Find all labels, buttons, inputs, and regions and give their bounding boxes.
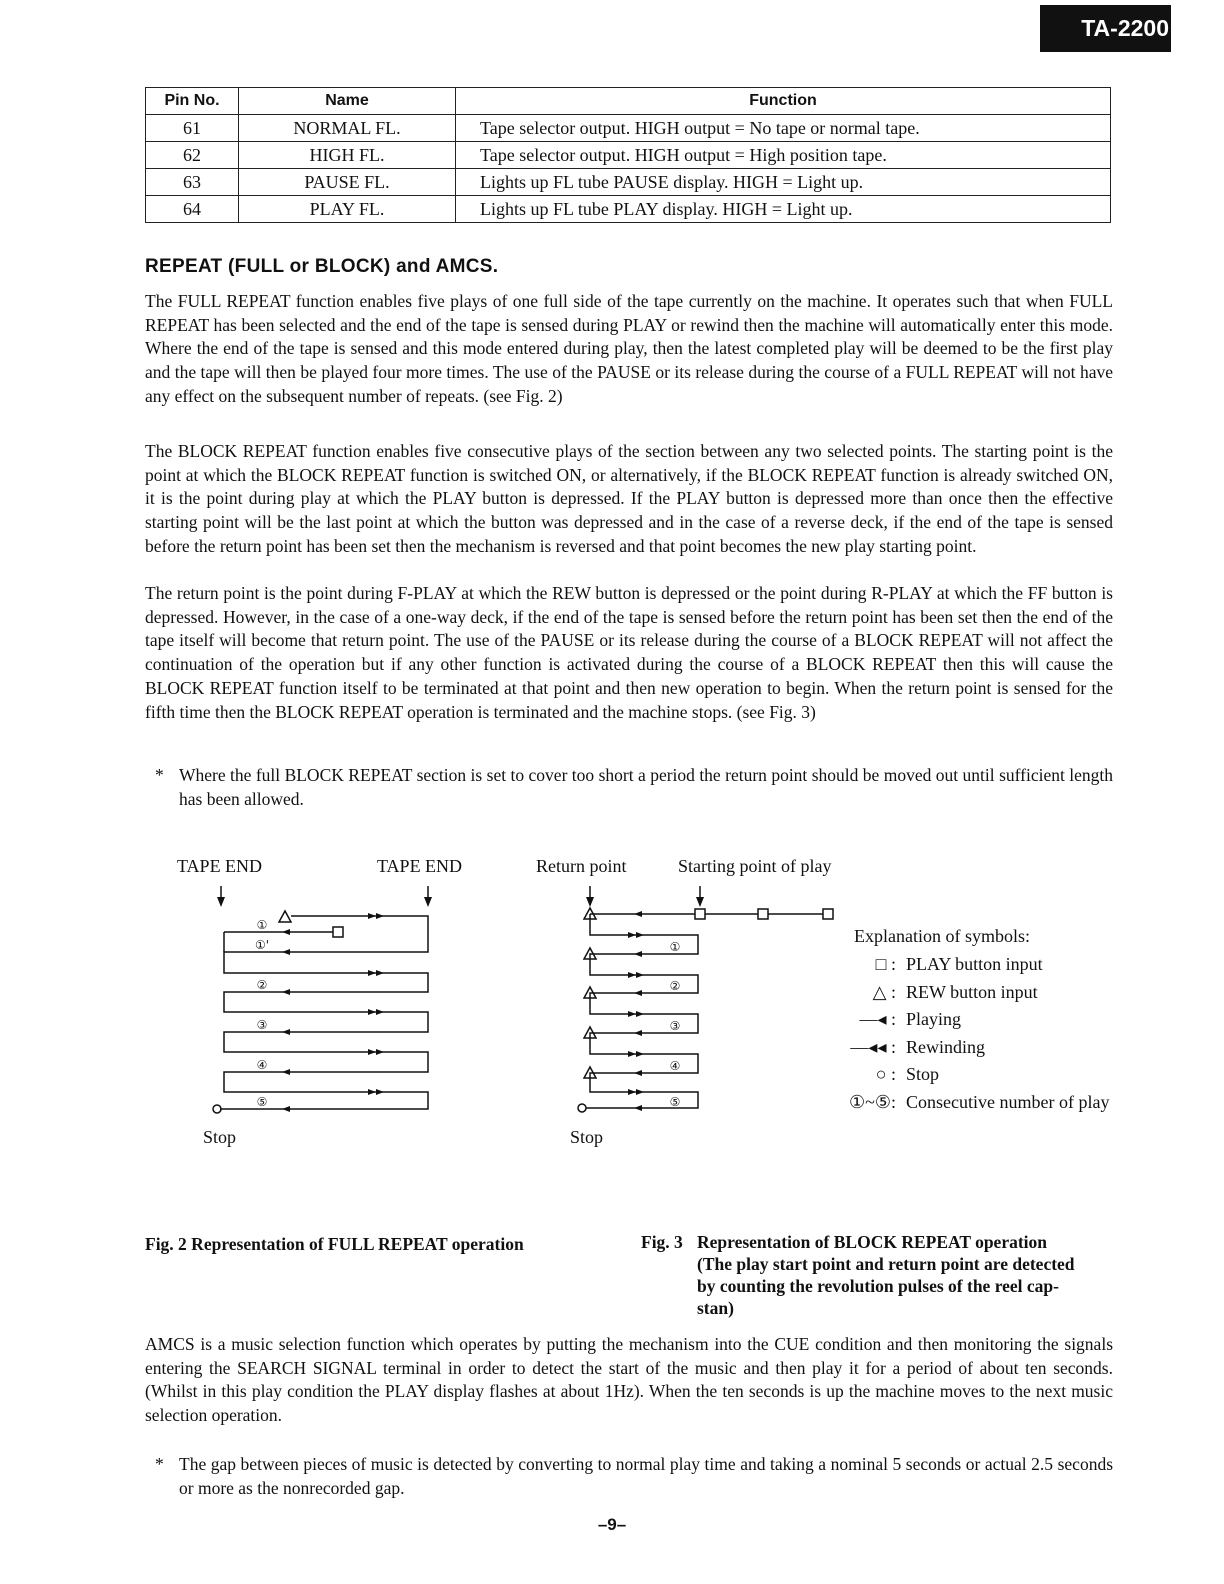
block-loop-path <box>586 914 698 1108</box>
legend-meaning: REW button input <box>906 981 1038 1002</box>
return-point-paragraph: The return point is the point during F-PLAY at which the REW button is depressed or the point during R-PLAY at which the FF button is depressed. However, in the case of a one-way deck, if the end of the tape is sensed before the return point has been set then the end of the tape itself will become that return point. The use of the PAUSE or its release during the course of a BLOCK REPEAT will not affect the continuation of the operation but if any other function is activated during the course of a BLOCK REPEAT then this will cause the BLOCK REPEAT function itself to be terminated at that point and then new operation to begin. When the return point is sensed for the fifth time then the BLOCK REPEAT operation is terminated and the machine stops. (see Fig. 3) <box>145 583 1113 722</box>
pin-cell: 62 <box>146 142 239 169</box>
play-number-label: ③ <box>256 1018 268 1032</box>
play-arrow-icon <box>634 1030 642 1036</box>
fig2-caption: Fig. 2 Representation of FULL REPEAT operation <box>145 1234 524 1254</box>
rewind-arrow-icon <box>368 1049 384 1055</box>
amcs-paragraph: AMCS is a music selection function which operates by putting the mechanism into the CUE condition and then monitoring the signals entering the SEARCH SIGNAL terminal in order to detect the start of the music and then play it for a period of about ten seconds. (Whilst in this play condition the PLAY display flashes at about 1Hz). When the ten seconds is up the machine moves to the next music selection operation. <box>145 1334 1113 1426</box>
legend-meaning: Rewinding <box>906 1036 985 1057</box>
model-tag: TA-2200 <box>1040 5 1171 52</box>
play-arrow-icon: —◂ : <box>859 1009 896 1029</box>
pin-cell: 63 <box>146 169 239 196</box>
gap-note <box>155 1453 1113 1500</box>
play-arrow-icon <box>282 1106 290 1112</box>
triangle-icon: △ : <box>872 981 896 1002</box>
table-row <box>146 169 1111 196</box>
play-arrow-icon <box>634 951 642 957</box>
play-arrow-icon <box>282 989 290 995</box>
play-arrow-icon <box>634 990 642 996</box>
block-repeat-note <box>155 764 1113 811</box>
function-cell: Tape selector output. HIGH output = High position tape. <box>456 142 1111 169</box>
play-number-label: ④ <box>256 1058 268 1072</box>
name-cell: NORMAL FL. <box>239 115 456 142</box>
play-number-label: ③ <box>669 1019 681 1033</box>
legend-item <box>838 1091 1110 1120</box>
pin-function-table <box>145 87 1111 223</box>
table-row <box>146 142 1111 169</box>
function-cell: Lights up FL tube PAUSE display. HIGH = Light up. <box>456 169 1111 196</box>
rewind-arrow-icon <box>628 1011 644 1017</box>
symbol-legend <box>838 926 1110 1119</box>
fig3-caption-prefix: Fig. 3 <box>641 1232 683 1252</box>
play-path-segment <box>220 916 428 1109</box>
rewind-arrow-icon <box>368 913 384 919</box>
rewind-arrow-icon <box>368 1089 384 1095</box>
play-arrow-icon <box>282 929 290 935</box>
function-cell: Lights up FL tube PLAY display. HIGH = Light up. <box>456 196 1111 223</box>
rewind-arrow-icon <box>628 1089 644 1095</box>
stop-circle-icon <box>213 1105 221 1113</box>
pin-cell: 64 <box>146 196 239 223</box>
fig2-tape-end-left-label: TAPE END <box>177 856 263 876</box>
play-number-label: ①' <box>254 938 270 952</box>
name-cell: PAUSE FL. <box>239 169 456 196</box>
play-path-segment <box>224 932 333 952</box>
play-arrow-icon <box>282 949 290 955</box>
fig2-tape-end-right-label: TAPE END <box>377 856 463 876</box>
pin-cell: 61 <box>146 115 239 142</box>
table-header-row <box>146 88 1111 115</box>
stop-circle-icon <box>578 1104 586 1112</box>
play-arrow-icon <box>634 1070 642 1076</box>
column-header-pin: Pin No. <box>146 88 239 115</box>
play-arrow-icon <box>282 1069 290 1075</box>
legend-meaning: PLAY button input <box>906 954 1043 974</box>
fig3-caption <box>697 1231 1127 1319</box>
legend-meaning: Playing <box>906 1009 962 1029</box>
caption-line: Representation of BLOCK REPEAT operation <box>697 1232 1048 1252</box>
play-input-square-icon <box>758 909 768 919</box>
note-asterisk: * <box>155 1454 164 1474</box>
legend-item <box>838 1037 1030 1065</box>
rewind-arrow-icon <box>628 932 644 938</box>
play-number-label: ④ <box>669 1059 681 1073</box>
full-repeat-paragraph: The FULL REPEAT function enables five plays of one full side of the tape currently on the machine. It operates such that when FULL REPEAT has been selected and the end of the tape is sensed during PLAY or rewind then the machine will automatically enter this mode. Where the end of the tape is sensed and this mode entered during play, then the latest completed play will be deemed to be the first play and the tape will then be played four more times. The use of the PAUSE or its release during the course of a FULL REPEAT will not have any effect on the subsequent number of repeats. (see Fig. 2) <box>145 291 1113 406</box>
legend-meaning: Consecutive number of play <box>906 1091 1110 1112</box>
table-row <box>146 115 1111 142</box>
fig3-starting-point-label: Starting point of play <box>678 856 832 876</box>
section-title: REPEAT (FULL or BLOCK) and AMCS. <box>145 256 499 277</box>
column-header-name: Name <box>239 88 456 115</box>
circled-number-icon: ①~⑤: <box>848 1091 896 1112</box>
play-arrow-icon <box>634 911 642 917</box>
name-cell: HIGH FL. <box>239 142 456 169</box>
play-input-square-icon <box>695 909 705 919</box>
column-header-function: Function <box>456 88 1111 115</box>
fig3-return-point-label: Return point <box>536 856 627 876</box>
square-icon: □ : <box>875 954 896 974</box>
note-text: The gap between pieces of music is detected by converting to normal play time and taking a nominal 5 seconds or actual 2.5 seconds or more as the nonrecorded gap. <box>179 1454 1113 1498</box>
play-number-label: ⑤ <box>669 1095 681 1109</box>
play-arrow-icon <box>282 1029 290 1035</box>
note-text: Where the full BLOCK REPEAT section is set to cover too short a period the return point should be moved out until sufficient length has been allowed. <box>179 765 1113 809</box>
play-input-square-icon <box>333 927 343 937</box>
play-number-label: ① <box>256 918 268 932</box>
caption-line: stan) <box>697 1298 734 1318</box>
circle-icon: ○ : <box>875 1064 896 1084</box>
fig2-stop-label: Stop <box>203 1127 237 1147</box>
rewind-arrow-icon <box>628 1051 644 1057</box>
table-row <box>146 196 1111 223</box>
legend-item <box>838 981 1038 1010</box>
page-number: –9– <box>597 1515 627 1534</box>
legend-title: Explanation of symbols: <box>854 926 1030 946</box>
play-number-label: ② <box>256 978 268 992</box>
name-cell: PLAY FL. <box>239 196 456 223</box>
play-input-square-icon <box>823 909 833 919</box>
note-asterisk: * <box>155 765 164 785</box>
play-number-label: ① <box>669 940 681 954</box>
legend-item <box>838 1064 1030 1092</box>
play-number-label: ② <box>669 979 681 993</box>
play-arrow-icon <box>634 1105 642 1111</box>
block-repeat-paragraph: The BLOCK REPEAT function enables five consecutive plays of the section between any two selected points. The starting point is the point at which the BLOCK REPEAT function is switched ON, or alternatively, if the BLOCK REPEAT function is already switched ON, it is the point during play at which the PLAY button is depressed. If the PLAY button is depressed more than once then the effective starting point will be the last point at which the button was depressed and in the case of a reverse deck, if the end of the tape is sensed before the return point has been set then the mechanism is reversed and that point becomes the new play starting point. <box>145 441 1113 556</box>
caption-line: (The play start point and return point are detected <box>697 1254 1075 1274</box>
rewind-arrow-icon: —◂◂ : <box>850 1036 896 1057</box>
caption-line: by counting the revolution pulses of the reel cap- <box>697 1276 1059 1296</box>
rewind-arrow-icon <box>368 970 384 976</box>
function-cell: Tape selector output. HIGH output = No tape or normal tape. <box>456 115 1111 142</box>
legend-meaning: Stop <box>906 1064 940 1084</box>
fig2-full-repeat-diagram <box>190 880 450 1120</box>
legend-item <box>838 1009 1030 1037</box>
rewind-arrow-icon <box>628 972 644 978</box>
rewind-arrow-icon <box>368 1009 384 1015</box>
rew-input-triangle-icon <box>279 911 291 922</box>
fig3-stop-label: Stop <box>570 1127 604 1147</box>
legend-item <box>838 954 1043 982</box>
play-number-label: ⑤ <box>256 1095 268 1109</box>
fig3-block-repeat-diagram <box>570 880 850 1120</box>
